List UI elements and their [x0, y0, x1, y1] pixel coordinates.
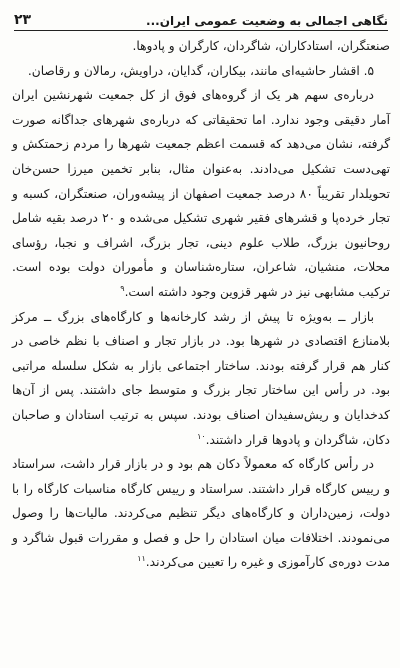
paragraph: [12, 305, 390, 453]
page-header: [14, 4, 388, 31]
body-text: [12, 34, 390, 575]
paragraph: [12, 34, 390, 59]
paragraph-text: درباره‌ی سهم هر یک از گروه‌های فوق از کل جمعیت شهرنشین ایران آمار دقیقی وجود ندارد. اما تحقیقاتی که درباره‌ی شهرهای جداگانه صورت گرفته، نشان می‌دهد که قسمت اعظم جمعیت شهرها را مردم زحمتکش و تهی‌دست تشکیل می‌دادند. به‌عنوان مثال، بنابر تخمین میرزا حسن‌خان تحویلدار تقریباً ۸۰ درصد جمعیت اصفهان از پیشه‌وران، صنعتگران، کسبه و تجار خرده‌پا و قشرهای فقیر شهری تشکیل می‌شده و ۲۰ درصد بقیه شامل روحانیون بزرگ، طلاب علوم دینی، تجار بزرگ، اشراف و نجبا، رؤسای محلات، منشیان، شاعران، ستاره‌شناسان و مأموران دولت بوده است. ترکیب مشابهی نیز در شهر قزوین وجود داشته است.: [12, 88, 390, 299]
paragraph-text: ۵. اقشار حاشیه‌ای مانند، بیکاران، گدایان، دراویش، رمالان و رقاصان.: [27, 63, 374, 78]
list-item: [12, 59, 390, 84]
paragraph-text: صنعتگران، استادکاران، شاگردان، کارگران و پادوها.: [132, 39, 390, 53]
footnote-marker: ۹: [120, 283, 125, 293]
running-title: نگاهی اجمالی به وضعیت عمومی ایران...: [146, 14, 388, 28]
paragraph-text: بازار ــ به‌ویژه تا پیش از رشد کارخانه‌ها و کارگاه‌های بزرگ ــ مرکز بلامنازع اقتصادی در شهرها بود. در بازار تجار و اصناف با نظم خاصی در کنار هم قرار گرفته بودند. ساختار اجتماعی بازار به شکل سلسله مراتبی بود. در رأس این ساختار تجار بزرگ و متوسط جای داشتند. پس از آن‌ها کدخدایان و ریش‌سفیدان اصناف بودند. سپس به ترتیب استادان و صاحبان دکان، شاگردان و پادوها قرار داشتند.: [12, 309, 390, 447]
paragraph: [12, 452, 390, 575]
page-number: ۲۳: [14, 12, 32, 28]
paragraph-text: در رأس کارگاه که معمولاً دکان هم بود و در بازار قرار داشت، سراستاد و رییس کارگاه قرار داشتند. سراستاد و رییس کارگاه مناسبات کارگاه را با دولت، زمین‌داران و کارگاه‌های دیگر تنظیم می‌کردند. مالیات‌ها را وصول می‌نمودند. اختلافات میان استادان را حل و فصل و مقررات قبول شاگرد و مدت دوره‌ی کارآموزی و غیره را تعیین می‌کردند.: [12, 457, 390, 570]
footnote-marker: ۱۱: [137, 554, 146, 564]
paragraph: [12, 83, 390, 304]
footnote-marker: ۱۰: [197, 431, 206, 441]
